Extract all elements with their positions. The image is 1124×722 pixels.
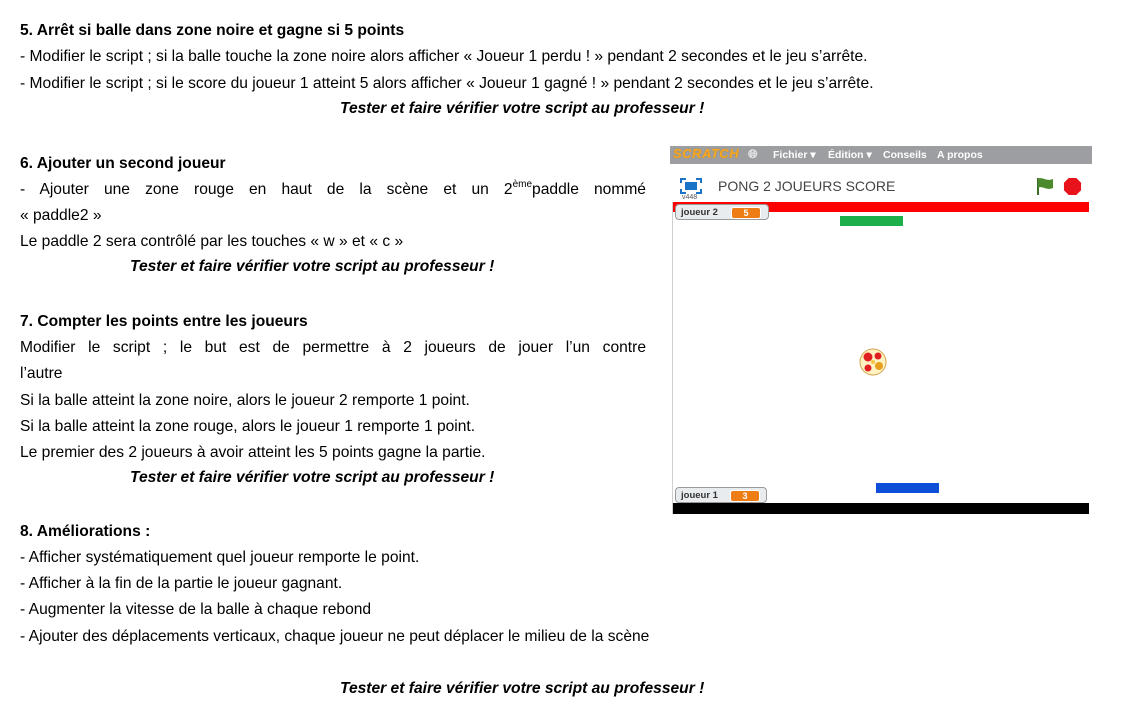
monitor-joueur2[interactable] — [675, 204, 769, 220]
scratch-logo[interactable]: SCRATCH — [673, 146, 740, 161]
section6-line-1-b: paddle nommé — [532, 181, 646, 198]
section5-heading: 5. Arrêt si balle dans zone noire et gagne si 5 points — [20, 22, 405, 39]
section7-line-1: Modifier le script ; le but est de permettre à 2 joueurs de jouer l’un contre — [20, 339, 646, 356]
monitor-joueur1[interactable] — [675, 487, 767, 503]
green-flag-icon[interactable] — [1035, 176, 1055, 196]
fullscreen-icon[interactable] — [680, 178, 702, 194]
section6-line-3: Le paddle 2 sera contrôlé par les touches « w » et « c » — [20, 233, 404, 250]
section7-line-2: l’autre — [20, 365, 63, 382]
section6-line-2: « paddle2 » — [20, 207, 102, 224]
section8-heading: 8. Améliorations : — [20, 523, 151, 540]
paddle2-sprite[interactable] — [840, 216, 903, 226]
stage[interactable] — [672, 202, 1089, 514]
section6-test-note: Tester et faire vérifier votre script au professeur ! — [130, 258, 495, 275]
project-title[interactable]: PONG 2 JOUEURS SCORE — [718, 178, 896, 194]
black-zone — [673, 503, 1089, 514]
section7-line-5: Le premier des 2 joueurs à avoir atteint les 5 points gagne la partie. — [20, 444, 486, 461]
section8-item-1: - Afficher systématiquement quel joueur remporte le point. — [20, 549, 420, 566]
paddle1-sprite[interactable] — [876, 483, 939, 493]
section6-line-1-sup: ème — [512, 178, 533, 190]
section8-item-4: - Ajouter des déplacements verticaux, chaque joueur ne peut déplacer le milieu de la scène — [20, 628, 650, 645]
section6-line-1-a: - Ajouter une zone rouge en haut de la scène et un 2 — [20, 181, 513, 198]
monitor-joueur2-label: joueur 2 — [681, 207, 718, 218]
section7-test-note: Tester et faire vérifier votre script au professeur ! — [130, 469, 495, 486]
scratch-toolbar — [670, 164, 1092, 202]
section8-item-3: - Augmenter la vitesse de la balle à chaque rebond — [20, 601, 372, 618]
section5-item-2: - Modifier le script ; si le score du joueur 1 atteint 5 alors afficher « Joueur 1 gagné ! » pendant 2 secondes et le jeu s’arrête. — [20, 75, 874, 92]
menu-fichier[interactable]: Fichier ▾ — [773, 149, 816, 161]
section8-test-note: Tester et faire vérifier votre script au professeur ! — [340, 680, 705, 697]
section5-test-note: Tester et faire vérifier votre script au professeur ! — [340, 100, 705, 117]
ball-sprite[interactable] — [858, 347, 888, 377]
menu-edition[interactable]: Édition ▾ — [828, 149, 872, 161]
scratch-menubar — [670, 146, 1092, 164]
section7-line-4: Si la balle atteint la zone rouge, alors le joueur 1 remporte 1 point. — [20, 418, 476, 435]
section7-line-3: Si la balle atteint la zone noire, alors le joueur 2 remporte 1 point. — [20, 392, 470, 409]
globe-icon[interactable]: 🌐︎ — [748, 147, 758, 161]
section8-item-2: - Afficher à la fin de la partie le joueur gagnant. — [20, 575, 343, 592]
monitor-joueur2-value: 5 — [731, 207, 761, 219]
menu-a-propos[interactable]: A propos — [937, 149, 983, 161]
menu-conseils[interactable]: Conseils — [883, 149, 927, 161]
section5-item-1: - Modifier le script ; si la balle touche la zone noire alors afficher « Joueur 1 perdu ! » pendant 2 secondes et le jeu s’arrête. — [20, 48, 868, 65]
scratch-window — [670, 146, 1092, 514]
section6-heading: 6. Ajouter un second joueur — [20, 155, 226, 172]
version-label: v448 — [682, 194, 698, 201]
section6-line-1 — [20, 180, 646, 200]
stop-icon[interactable] — [1063, 177, 1082, 196]
monitor-joueur1-value: 3 — [730, 490, 760, 502]
monitor-joueur1-label: joueur 1 — [681, 490, 718, 501]
section7-heading: 7. Compter les points entre les joueurs — [20, 313, 308, 330]
